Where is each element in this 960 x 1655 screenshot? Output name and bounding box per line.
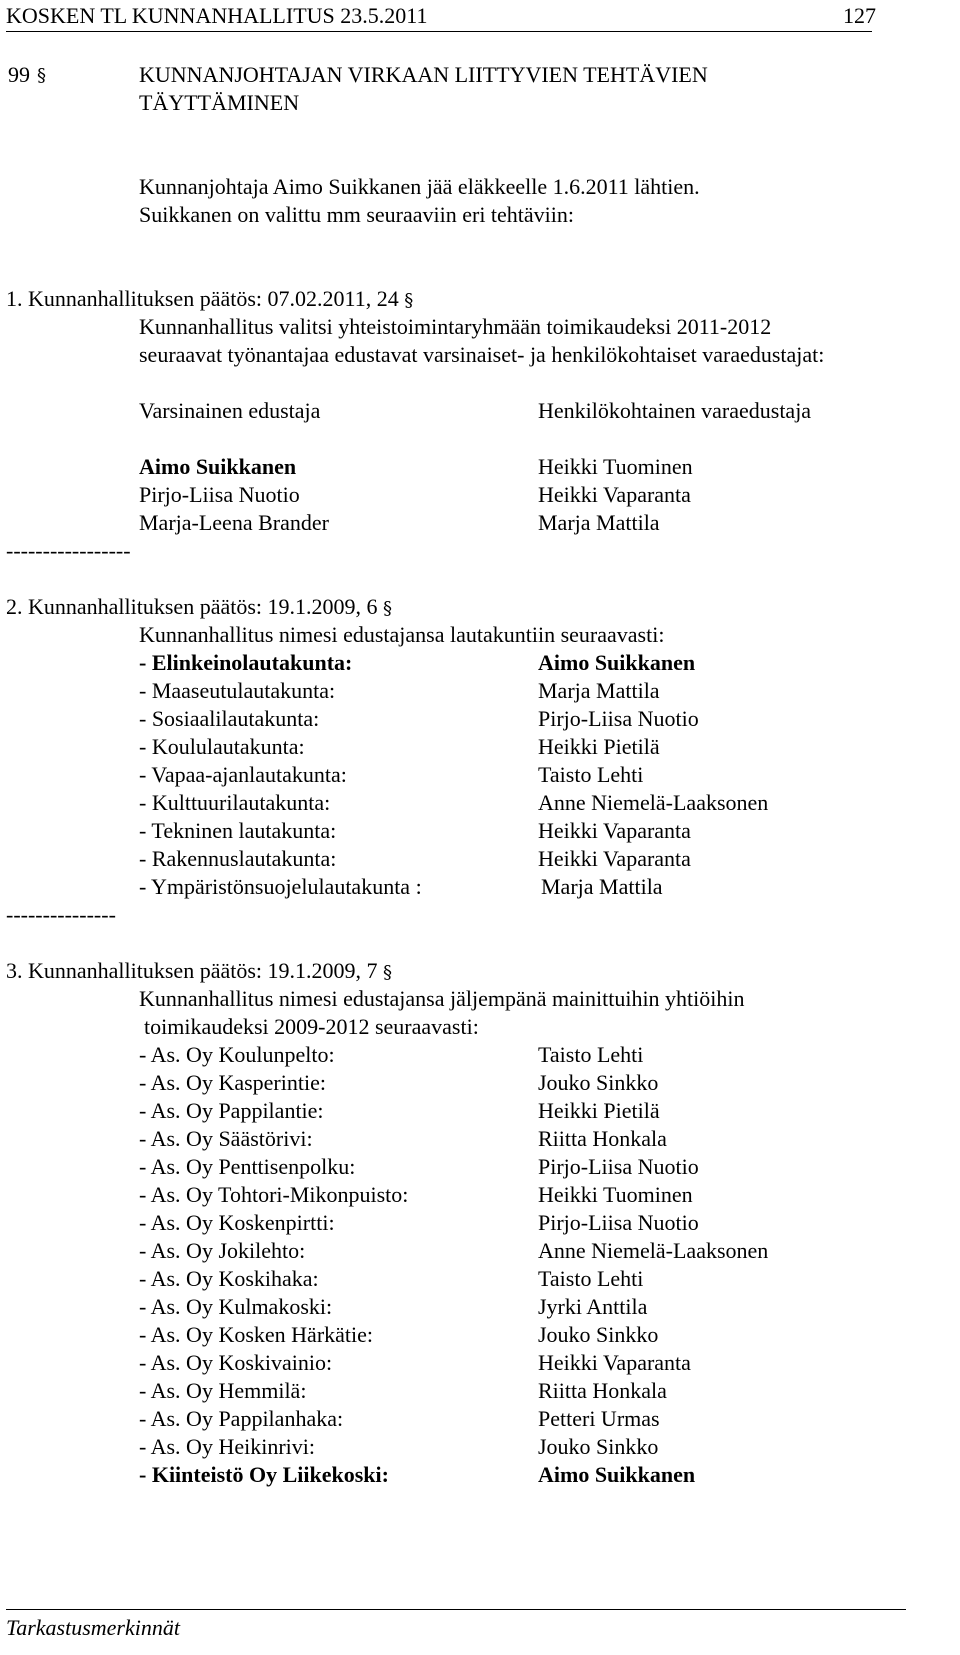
- decision-3-text-line-1: Kunnanhallitus nimesi edustajansa jäljempänä mainittuihin yhtiöihin: [139, 986, 745, 1011]
- representative-name: Marja-Leena Brander: [139, 510, 329, 535]
- company-representative: Petteri Urmas: [538, 1406, 660, 1431]
- decision-3-heading: [6, 957, 392, 987]
- board-name: - Tekninen lautakunta:: [139, 818, 337, 843]
- company-name: - As. Oy Tohtori-Mikonpuisto:: [139, 1182, 409, 1207]
- company-name: - As. Oy Pappilanhaka:: [139, 1406, 344, 1431]
- board-member: Marja Mattila: [541, 874, 663, 899]
- board-member: Heikki Vaparanta: [538, 818, 691, 843]
- page-number: 127: [843, 3, 876, 28]
- company-representative: Aimo Suikkanen: [538, 1462, 696, 1487]
- item-number: 99: [8, 62, 30, 87]
- intro-line-1: Kunnanjohtaja Aimo Suikkanen jää eläkkeelle 1.6.2011 lähtien.: [139, 174, 700, 199]
- company-representative: Riitta Honkala: [538, 1378, 667, 1403]
- company-name: - As. Oy Koskivainio:: [139, 1350, 333, 1375]
- board-member: Aimo Suikkanen: [538, 650, 696, 675]
- decision-1-heading: [6, 285, 413, 315]
- column-header-representative: Varsinainen edustaja: [139, 398, 321, 423]
- representative-name: Aimo Suikkanen: [139, 454, 297, 479]
- intro-line-2: Suikkanen on valittu mm seuraaviin eri tehtäviin:: [139, 202, 575, 227]
- decision-1-text-line-2: seuraavat työnantajaa edustavat varsinaiset- ja henkilökohtaiset varaedustajat:: [139, 342, 825, 367]
- company-representative: Anne Niemelä-Laaksonen: [538, 1238, 769, 1263]
- board-name: - Rakennuslautakunta:: [139, 846, 337, 871]
- separator-line: -----------------: [6, 538, 131, 563]
- company-representative: Heikki Vaparanta: [538, 1350, 691, 1375]
- company-representative: Pirjo-Liisa Nuotio: [538, 1210, 699, 1235]
- company-name: - As. Oy Heikinrivi:: [139, 1434, 315, 1459]
- company-name: - As. Oy Kulmakoski:: [139, 1294, 333, 1319]
- footer-label: Tarkastusmerkinnät: [6, 1615, 180, 1640]
- board-name: - Ympäristönsuojelulautakunta :: [139, 874, 422, 899]
- board-member: Taisto Lehti: [538, 762, 644, 787]
- company-representative: Heikki Tuominen: [538, 1182, 693, 1207]
- company-name: - As. Oy Kosken Härkätie:: [139, 1322, 374, 1347]
- board-name: - Kulttuurilautakunta:: [139, 790, 331, 815]
- board-name: - Sosiaalilautakunta:: [139, 706, 320, 731]
- document-header-title: KOSKEN TL KUNNANHALLITUS 23.5.2011: [6, 3, 428, 28]
- decision-1-text-line-1: Kunnanhallitus valitsi yhteistoimintaryhmään toimikaudeksi 2011-2012: [139, 314, 772, 339]
- header-rule: [6, 31, 872, 32]
- company-name: - As. Oy Kasperintie:: [139, 1070, 326, 1095]
- company-representative: Taisto Lehti: [538, 1266, 644, 1291]
- company-representative: Jouko Sinkko: [538, 1434, 659, 1459]
- company-representative: Riitta Honkala: [538, 1126, 667, 1151]
- deputy-name: Heikki Vaparanta: [538, 482, 691, 507]
- board-member: Marja Mattila: [538, 678, 660, 703]
- deputy-name: Heikki Tuominen: [538, 454, 693, 479]
- column-header-deputy: Henkilökohtainen varaedustaja: [538, 398, 812, 423]
- company-representative: Jouko Sinkko: [538, 1070, 659, 1095]
- footer-rule: [6, 1609, 906, 1610]
- board-name: - Vapaa-ajanlautakunta:: [139, 762, 347, 787]
- board-name: - Elinkeinolautakunta:: [139, 650, 353, 675]
- item-title: KUNNANJOHTAJAN VIRKAAN LIITTYVIEN TEHTÄVIEN: [139, 62, 708, 87]
- company-name: - As. Oy Koskenpirtti:: [139, 1210, 335, 1235]
- company-name: - As. Oy Penttisenpolku:: [139, 1154, 356, 1179]
- company-name: - As. Oy Jokilehto:: [139, 1238, 306, 1263]
- separator-line: ---------------: [6, 902, 116, 927]
- decision-2-heading: [6, 593, 392, 623]
- company-name: - As. Oy Koskihaka:: [139, 1266, 319, 1291]
- board-member: Pirjo-Liisa Nuotio: [538, 706, 699, 731]
- section-sign: §: [37, 65, 46, 86]
- company-name: - Kiinteistö Oy Liikekoski:: [139, 1462, 389, 1487]
- representative-name: Pirjo-Liisa Nuotio: [139, 482, 300, 507]
- section-sign: §: [383, 962, 393, 983]
- deputy-name: Marja Mattila: [538, 510, 660, 535]
- item-title-continued: TÄYTTÄMINEN: [139, 90, 300, 115]
- decision-3-text-line-2: toimikaudeksi 2009-2012 seuraavasti:: [144, 1014, 479, 1039]
- board-member: Heikki Vaparanta: [538, 846, 691, 871]
- company-representative: Jouko Sinkko: [538, 1322, 659, 1347]
- decision-2-text: Kunnanhallitus nimesi edustajansa lautakuntiin seuraavasti:: [139, 622, 665, 647]
- company-representative: Pirjo-Liisa Nuotio: [538, 1154, 699, 1179]
- company-representative: Taisto Lehti: [538, 1042, 644, 1067]
- board-member: Anne Niemelä-Laaksonen: [538, 790, 769, 815]
- company-representative: Heikki Pietilä: [538, 1098, 660, 1123]
- company-representative: Jyrki Anttila: [538, 1294, 648, 1319]
- board-name: - Maaseutulautakunta:: [139, 678, 336, 703]
- board-member: Heikki Pietilä: [538, 734, 660, 759]
- decision-1-heading-text: 1. Kunnanhallituksen päätös: 07.02.2011, 24: [6, 286, 399, 311]
- board-name: - Koululautakunta:: [139, 734, 305, 759]
- decision-3-heading-text: 3. Kunnanhallituksen päätös: 19.1.2009, 7: [6, 958, 378, 983]
- company-name: - As. Oy Säästörivi:: [139, 1126, 313, 1151]
- company-name: - As. Oy Hemmilä:: [139, 1378, 307, 1403]
- decision-2-heading-text: 2. Kunnanhallituksen päätös: 19.1.2009, 6: [6, 594, 378, 619]
- company-name: - As. Oy Pappilantie:: [139, 1098, 324, 1123]
- company-name: - As. Oy Koulunpelto:: [139, 1042, 335, 1067]
- section-sign: §: [383, 598, 393, 619]
- section-sign: §: [404, 290, 414, 311]
